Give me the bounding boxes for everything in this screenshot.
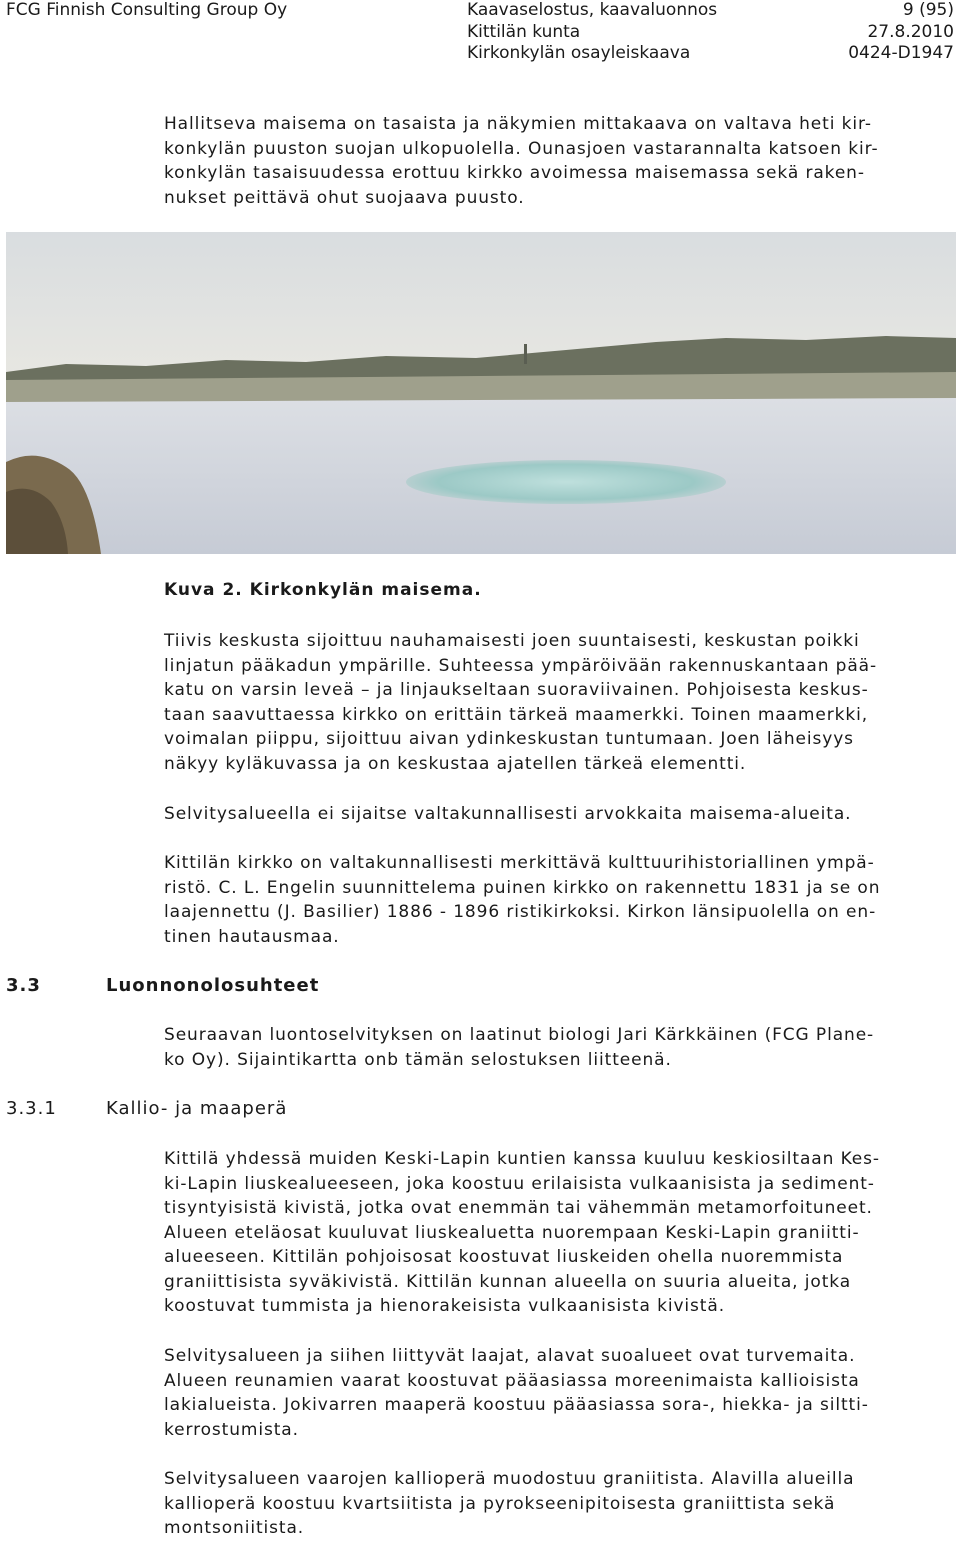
header-middle — [467, 0, 717, 65]
text-line: Hallitseva maisema on tasaista ja näkymien mittakaava on valtava heti kir- — [164, 114, 872, 134]
paragraph-nature-survey — [164, 1023, 954, 1072]
text-line: Kittilä yhdessä muiden Keski-Lapin kuntien kanssa kuuluu keskiosiltaan Kes- — [164, 1149, 880, 1169]
project-code: 0424-D1947 — [848, 43, 954, 63]
page-number: 9 (95) — [902, 0, 954, 20]
text-line: voimalan piippu, sijoittuu aivan ydinkeskustan tuntumaan. Joen läheisyys — [164, 729, 854, 749]
text-line: ki-Lapin liuskealueeseen, joka koostuu erilaisista vulkaanisista ja sediment- — [164, 1173, 875, 1194]
paragraph-soils — [164, 1344, 954, 1442]
text-line: laajennettu (J. Basilier) 1886 - 1896 ristikirkoksi. Kirkon länsipuolella on en- — [164, 902, 877, 922]
municipality: Kittilän kunta — [467, 21, 581, 42]
text-line: Selvitysalueella ei sijaitse valtakunnallisesti arvokkaita maisema-alueita. — [164, 804, 852, 824]
text-line: Seuraavan luontoselvityksen on laatinut biologi Jari Kärkkäinen (FCG Plane- — [164, 1025, 875, 1045]
text-line: montsoniitista. — [164, 1518, 305, 1538]
figure-caption: Kuva 2. Kirkonkylän maisema. — [164, 580, 482, 600]
document-type: Kaavaselostus, kaavaluonnos — [467, 0, 718, 20]
text-line: graniittisista syväkivistä. Kittilän kunnan alueella on suuria alueita, jotka — [164, 1271, 852, 1292]
text-line: kerrostumista. — [164, 1419, 299, 1440]
text-line: ko Oy). Sijaintikartta onb tämän selostuksen liitteenä. — [164, 1049, 672, 1070]
company-name: FCG Finnish Consulting Group Oy — [6, 0, 288, 20]
text-line: Selvitysalueen vaarojen kallioperä muodostuu graniitista. Alavilla alueilla — [164, 1469, 855, 1489]
text-line: Alueen reunamien vaarat koostuvat pääasiassa moreenimaista kallioisista — [164, 1370, 860, 1391]
text-line: Selvitysalueen ja siihen liittyvät laajat, alavat suoalueet ovat turvemaita. — [164, 1346, 856, 1366]
text-line: Tiivis keskusta sijoittuu nauhamaisesti joen suuntaisesti, keskustan poikki — [164, 631, 860, 651]
paragraph-landscape-areas — [164, 802, 954, 827]
section-heading-3-3 — [6, 975, 319, 996]
intro-paragraph — [164, 112, 954, 210]
text-line: konkylän puuston suojan ulkopuolella. Ounasjoen vastarannalta katsoen kir- — [164, 138, 879, 159]
text-line: lakialueista. Jokivarren maaperä koostuu pääasiassa sora-, hiekka- ja siltti- — [164, 1395, 869, 1415]
section-heading-3-3-1 — [6, 1098, 287, 1119]
text-line: linjatun pääkadun ympärille. Suhteessa ympäröivään rakennuskantaan pää- — [164, 655, 878, 676]
paragraph-church — [164, 851, 954, 949]
text-line: Kittilän kirkko on valtakunnallisesti merkittävä kulttuurihistoriallinen ympä- — [164, 853, 875, 873]
section-title: Kallio- ja maaperä — [106, 1098, 288, 1119]
text-line: tisyntyisistä kivistä, jotka ovat enemmän tai vähemmän metamorfoituneet. — [164, 1198, 873, 1218]
section-title: Luonnonolosuhteet — [106, 975, 320, 996]
section-number: 3.3 — [6, 975, 41, 996]
section-number: 3.3.1 — [6, 1098, 57, 1119]
text-line: ristö. C. L. Engelin suunnittelema puinen kirkko on rakennettu 1831 ja se on — [164, 877, 881, 898]
text-line: nukset peittävä ohut suojaava puusto. — [164, 187, 525, 208]
paragraph-town-center — [164, 629, 954, 776]
text-line: taan saavuttaessa kirkko on erittäin tärkeä maamerkki. Toinen maamerkki, — [164, 704, 869, 725]
text-line: näkyy kyläkuvassa ja on keskustaa ajatellen tärkeä elementti. — [164, 753, 747, 774]
document-date: 27.8.2010 — [867, 21, 954, 42]
text-line: Alueen eteläosat kuuluvat liuskealuetta nuorempaan Keski-Lapin graniitti- — [164, 1222, 860, 1243]
text-line: tinen hautausmaa. — [164, 926, 340, 947]
page-header — [0, 0, 960, 70]
paragraph-bedrock — [164, 1147, 954, 1319]
text-line: konkylän tasaisuudessa erottuu kirkko avoimessa maisemassa sekä raken- — [164, 163, 865, 183]
text-line: alueeseen. Kittilän pohjoisosat koostuvat liuskeiden ohella nuoremmista — [164, 1247, 844, 1267]
text-line: kallioperä koostuu kvartsiitista ja pyrokseenipitoisesta graniittista sekä — [164, 1493, 836, 1514]
header-right — [848, 0, 954, 65]
landscape-photo — [6, 232, 956, 554]
text-line: koostuvat tummista ja hienorakeisista vulkaanisista kivistä. — [164, 1296, 725, 1316]
paragraph-hills-bedrock — [164, 1467, 954, 1541]
plan-name: Kirkonkylän osayleiskaava — [467, 43, 691, 63]
text-line: katu on varsin leveä – ja linjaukseltaan suoraviivainen. Pohjoisesta keskus- — [164, 680, 869, 700]
